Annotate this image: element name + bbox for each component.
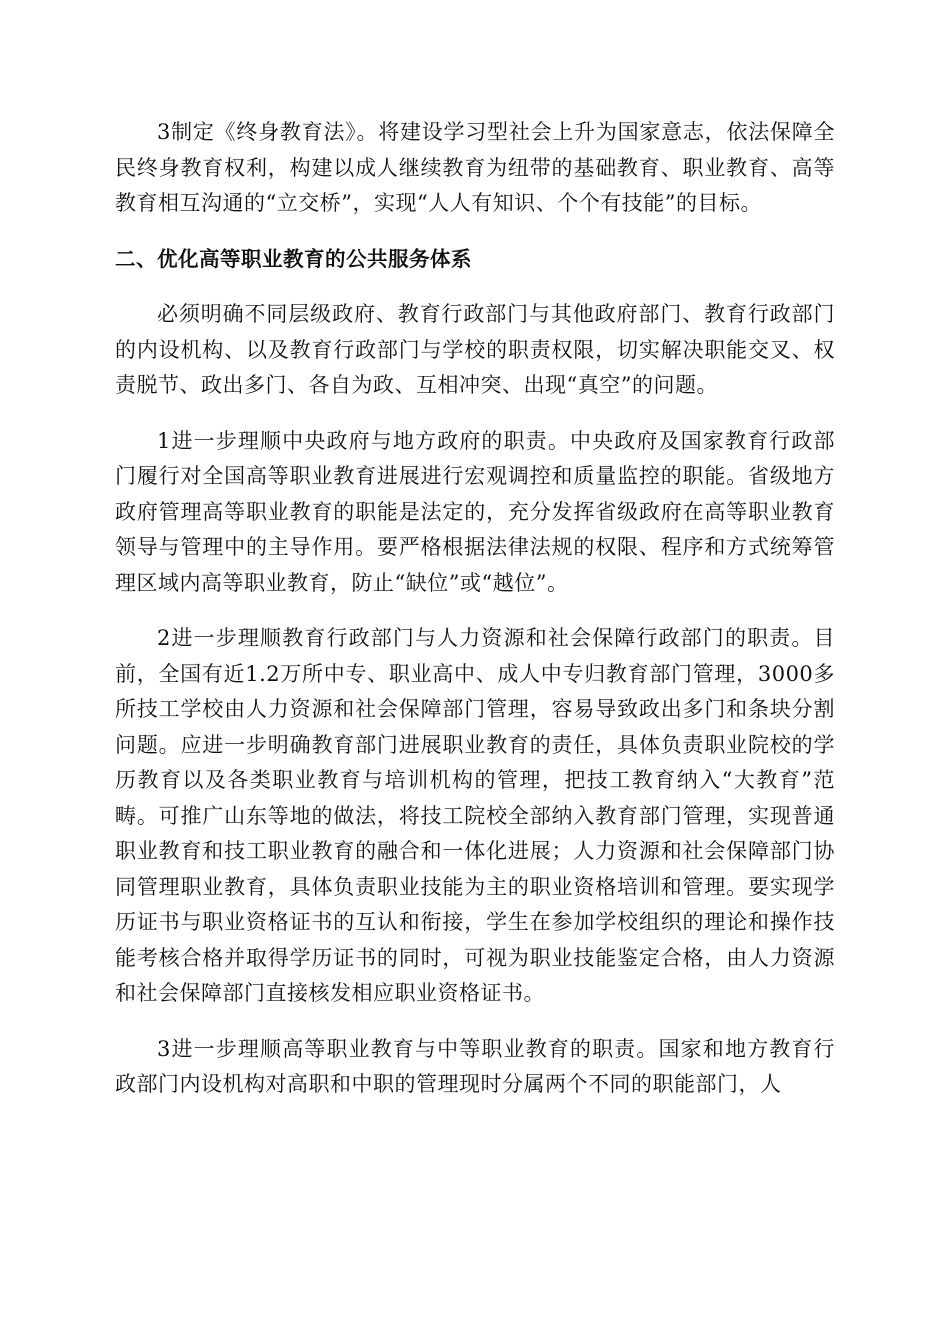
paragraph-education-hr-departments: 2进一步理顺教育行政部门与人力资源和社会保障行政部门的职责。目前，全国有近1.2万所中专、职业高中、成人中专归教育部门管理，3000多所技工学校由人力资源和社会保障部门管理，容易导致政出多门和条块分割问题。应进一步明确教育部门进展职业教育的责任，具体负责职业院校的学历教育以及各类职业教育与培训机构的管理，把技工教育纳入“大教育”范畴。可推广山东等地的做法，将技工院校全部纳入教育部门管理，实现普通职业教育和技工职业教育的融合和一体化进展；人力资源和社会保障部门协同管理职业教育，具体负责职业技能为主的职业资格培训和管理。要实现学历证书与职业资格证书的互认和衔接，学生在参加学校组织的理论和操作技能考核合格并取得学历证书的同时，可视为职业技能鉴定合格，由人力资源和社会保障部门直接核发相应职业资格证书。 <box>115 626 835 1005</box>
paragraph-higher-secondary-vocational: 3进一步理顺高等职业教育与中等职业教育的职责。国家和地方教育行政部门内设机构对高职和中职的管理现时分属两个不同的职能部门，人 <box>115 1036 835 1096</box>
section-heading: 二、优化高等职业教育的公共服务体系 <box>115 246 472 271</box>
paragraph-clarify-responsibilities: 必须明确不同层级政府、教育行政部门与其他政府部门、教育行政部门的内设机构、以及教育行政部门与学校的职责权限，切实解决职能交叉、权责脱节、政出多门、各自为政、互相冲突、出现“真空”的问题。 <box>115 302 835 397</box>
paragraph-central-local-government: 1进一步理顺中央政府与地方政府的职责。中央政府及国家教育行政部门履行对全国高等职业教育进展进行宏观调控和质量监控的职能。省级地方政府管理高等职业教育的职能是法定的，充分发挥省级政府在高等职业教育领导与管理中的主导作用。要严格根据法律法规的权限、程序和方式统筹管理区域内高等职业教育，防止“缺位”或“越位”。 <box>115 428 835 595</box>
paragraph-lifelong-education-law: 3制定《终身教育法》。将建设学习型社会上升为国家意志，依法保障全民终身教育权利，构建以成人继续教育为纽带的基础教育、职业教育、高等教育相互沟通的“立交桥”，实现“人人有知识、个个有技能”的目标。 <box>115 120 835 215</box>
